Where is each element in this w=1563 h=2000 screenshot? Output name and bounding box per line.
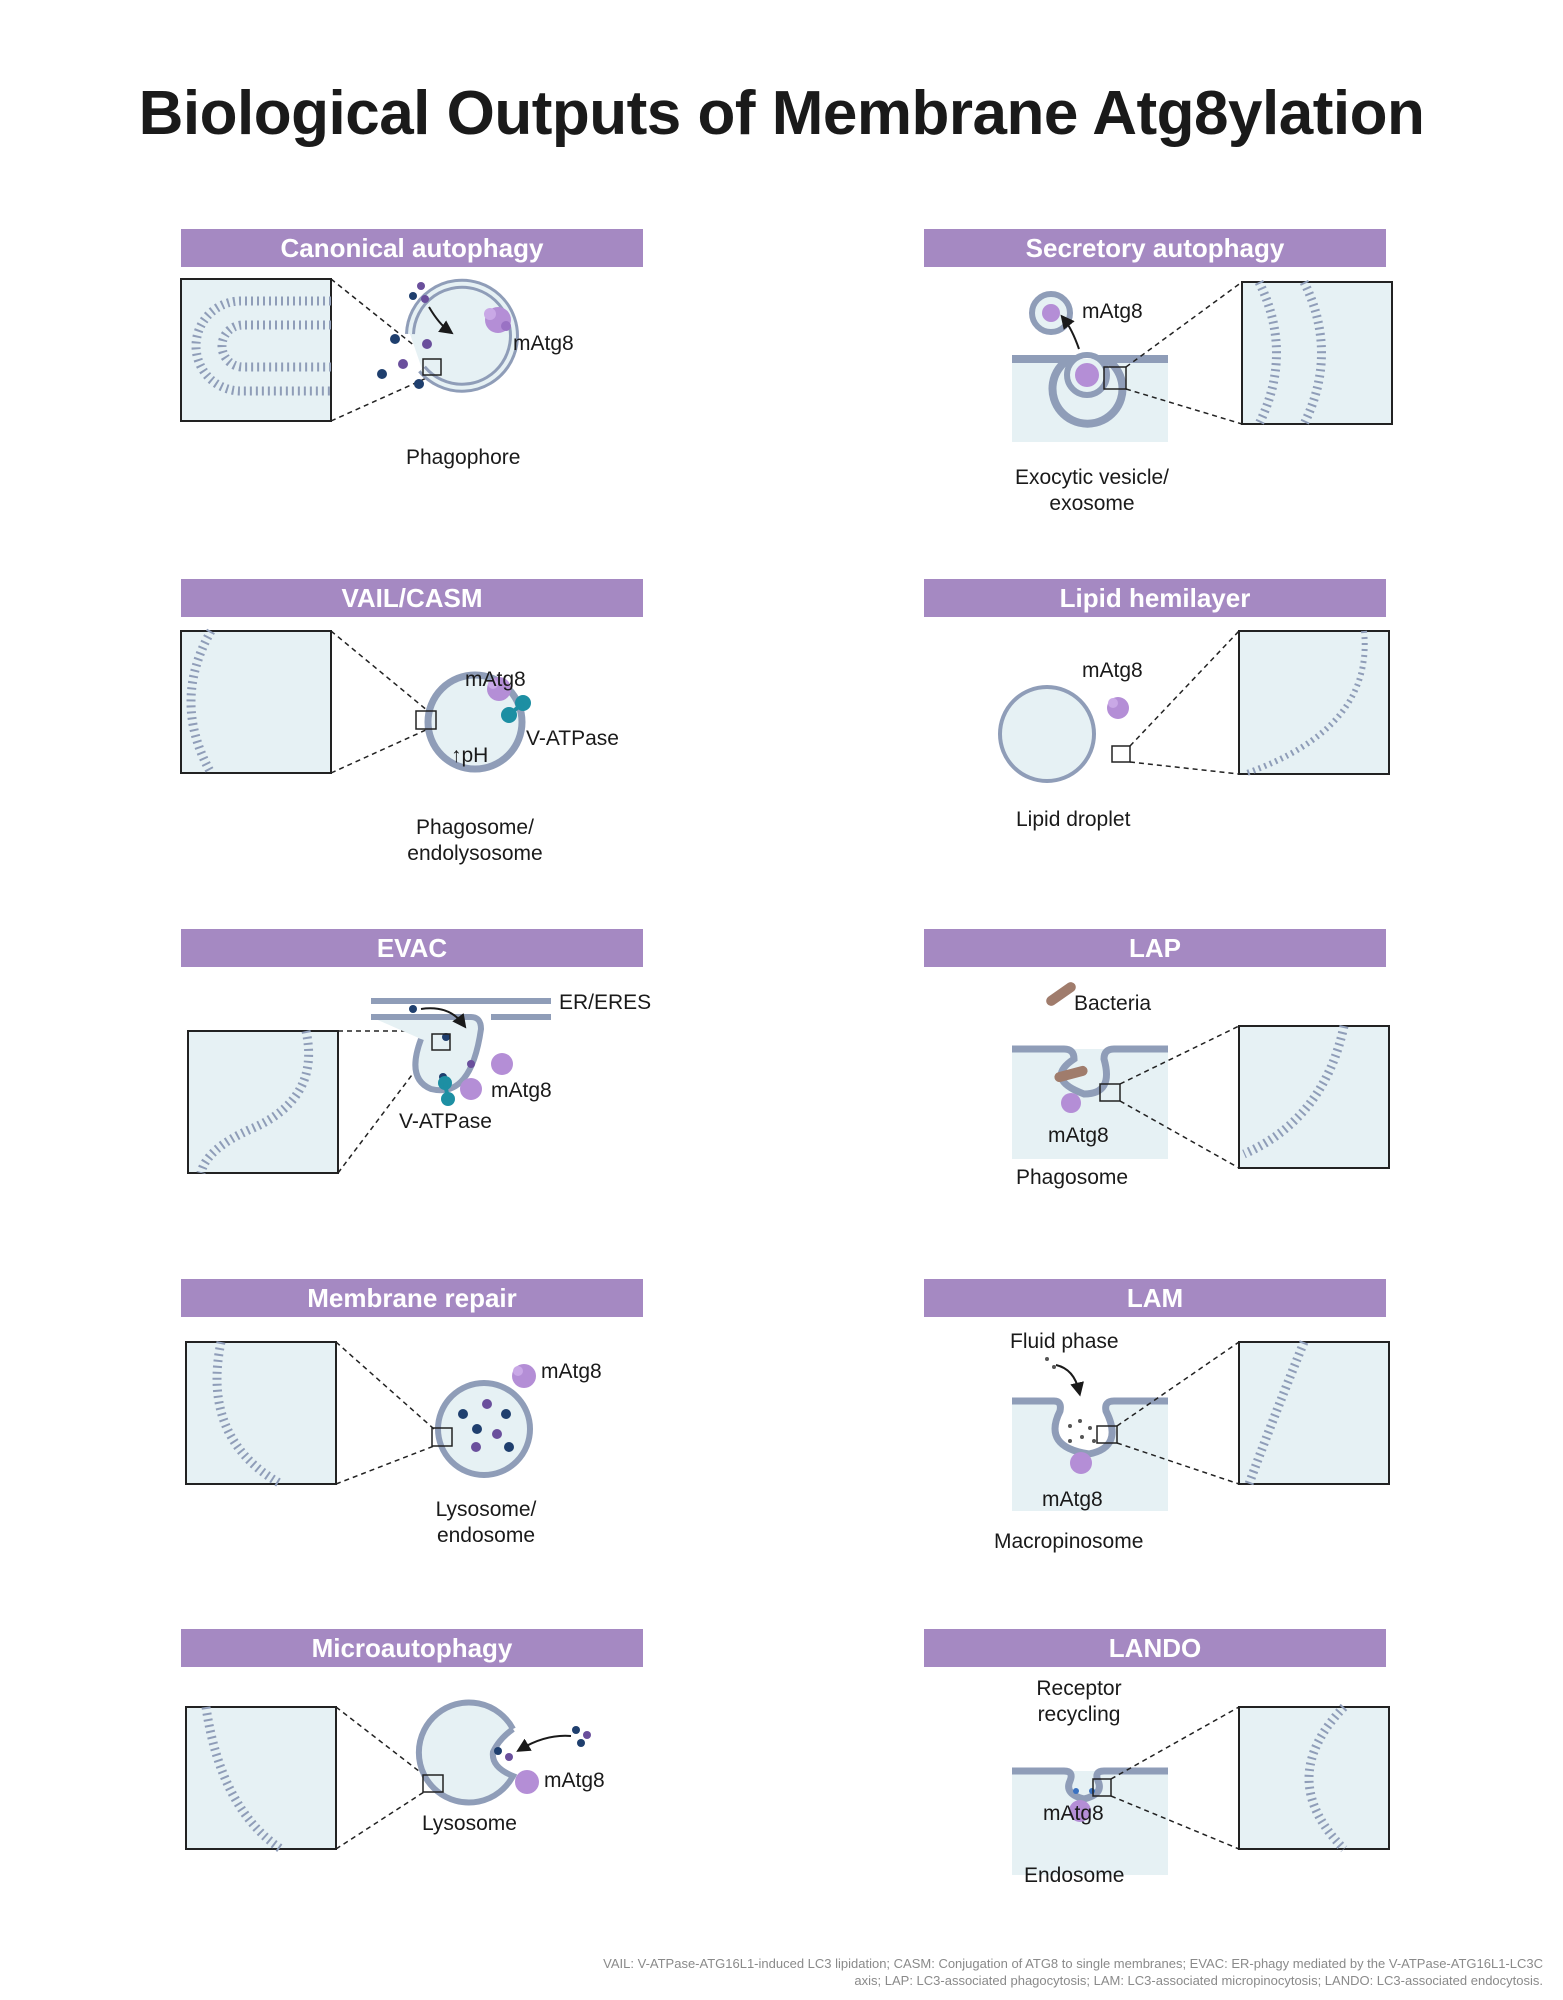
label-endosome: Endosome — [1024, 1864, 1125, 1887]
panel-header: Canonical autophagy — [181, 229, 643, 267]
cargo-dots — [572, 1726, 591, 1747]
lipid-droplet-icon — [1000, 687, 1094, 781]
panel-microautophagy — [181, 1629, 643, 1959]
panel-lipid-hemilayer — [924, 579, 1386, 909]
secretory-illustration — [924, 279, 1386, 559]
label-matg8: mAtg8 — [513, 332, 574, 355]
label-phagosome: Phagosome/ endolysosome — [407, 816, 543, 865]
label-lysosome: Lysosome — [422, 1812, 517, 1835]
er-membrane — [371, 1001, 551, 1090]
label-matg8: mAtg8 — [541, 1360, 602, 1383]
panel-evac — [181, 929, 652, 1259]
label-v-atpase: V-ATPase — [526, 727, 619, 750]
membrane-bilayer-inset — [1239, 1342, 1389, 1484]
label-matg8: mAtg8 — [1048, 1124, 1109, 1147]
membrane-bilayer-inset — [181, 631, 331, 773]
matg8-protein-icon — [1107, 697, 1129, 719]
lap-illustration — [924, 979, 1386, 1259]
cell-region — [1012, 355, 1168, 442]
membrane-bilayer-inset — [186, 1707, 336, 1849]
panel-header: Secretory autophagy — [924, 229, 1386, 267]
page-title: Biological Outputs of Membrane Atg8ylation — [138, 79, 1425, 148]
lam-illustration — [924, 1329, 1386, 1609]
panel-header: Lipid hemilayer — [924, 579, 1386, 617]
label-matg8: mAtg8 — [544, 1769, 605, 1792]
micro-illustration — [181, 1679, 643, 1959]
panel-lando — [924, 1629, 1386, 1959]
matg8-protein-icon — [1061, 1093, 1081, 1113]
label-receptor-recycling: Receptor recycling — [1036, 1677, 1122, 1726]
curved-arrow-icon — [1056, 1365, 1079, 1391]
curved-arrow-icon — [521, 1736, 571, 1749]
label-exocytic-vesicle: Exocytic vesicle/ exosome — [1014, 466, 1170, 515]
lysosome-icon — [419, 1703, 513, 1803]
lipid-illustration — [924, 629, 1386, 909]
panel-membrane-repair — [181, 1279, 643, 1609]
panel-vail-casm — [181, 579, 643, 909]
bacteria-icon — [1044, 980, 1078, 1008]
panel-header: LAP — [924, 929, 1386, 967]
matg8-protein-icon — [512, 1364, 536, 1388]
lando-illustration — [924, 1679, 1386, 1959]
membrane-bilayer-inset — [1239, 1707, 1389, 1849]
label-fluid-phase: Fluid phase — [1010, 1330, 1119, 1353]
label-matg8: mAtg8 — [1043, 1802, 1104, 1825]
membrane-bilayer-inset — [1239, 1026, 1389, 1168]
panel-header: Microautophagy — [181, 1629, 643, 1667]
vail-illustration — [181, 629, 643, 909]
curved-arrow-icon — [1064, 319, 1079, 349]
matg8-protein-icon — [1070, 1452, 1092, 1474]
panel-lam — [924, 1279, 1386, 1609]
membrane-bilayer-inset — [186, 1342, 336, 1484]
label-phagophore: Phagophore — [406, 446, 521, 469]
matg8-protein-icon — [515, 1770, 539, 1794]
label-er-eres: ER/ERES — [559, 991, 652, 1014]
panel-header: LAM — [924, 1279, 1386, 1317]
label-matg8: mAtg8 — [1082, 659, 1143, 682]
label-matg8: mAtg8 — [465, 668, 526, 691]
panel-secretory-autophagy — [924, 229, 1386, 559]
panel-header: Membrane repair — [181, 1279, 643, 1317]
panel-header: LANDO — [924, 1629, 1386, 1667]
label-macropinosome: Macropinosome — [994, 1530, 1144, 1553]
panel-canonical-autophagy — [181, 229, 643, 559]
label-bacteria: Bacteria — [1074, 992, 1152, 1015]
exosome-icon — [1032, 294, 1070, 332]
label-matg8: mAtg8 — [491, 1079, 552, 1102]
canonical-illustration — [181, 279, 643, 559]
label-v-atpase: V-ATPase — [399, 1110, 492, 1133]
membrane-bilayer-inset — [181, 279, 331, 421]
label-phagosome: Phagosome — [1016, 1166, 1129, 1189]
matg8-protein-icon — [1042, 304, 1060, 322]
panel-lap — [924, 929, 1386, 1259]
label-matg8: mAtg8 — [1042, 1488, 1103, 1511]
label-lipid-droplet: Lipid droplet — [1016, 808, 1131, 831]
membrane-bilayer-inset — [1239, 631, 1389, 774]
label-matg8: mAtg8 — [1082, 300, 1143, 323]
footnote: VAIL: V-ATPase-ATG16L1-induced LC3 lipidation; CASM: Conjugation of ATG8 to single membranes; EVAC: ER-phagy mediated by the V-ATPase-ATG16L1-LC3C axis; LAP: LC3-associated phagocytosis; LAM: LC3-associated micropinocytosis; LANDO: LC3-associated endocytosis. — [603, 1956, 1543, 1988]
label-lysosome-endosome: Lysosome/ endosome — [435, 1498, 537, 1547]
label-ph: ↑pH — [451, 744, 489, 767]
panel-header: VAIL/CASM — [181, 579, 643, 617]
phagophore-icon — [377, 284, 514, 389]
panel-header: EVAC — [181, 929, 643, 967]
membrane-bilayer-inset — [188, 1031, 338, 1173]
membrane-bilayer-inset — [1242, 282, 1392, 424]
